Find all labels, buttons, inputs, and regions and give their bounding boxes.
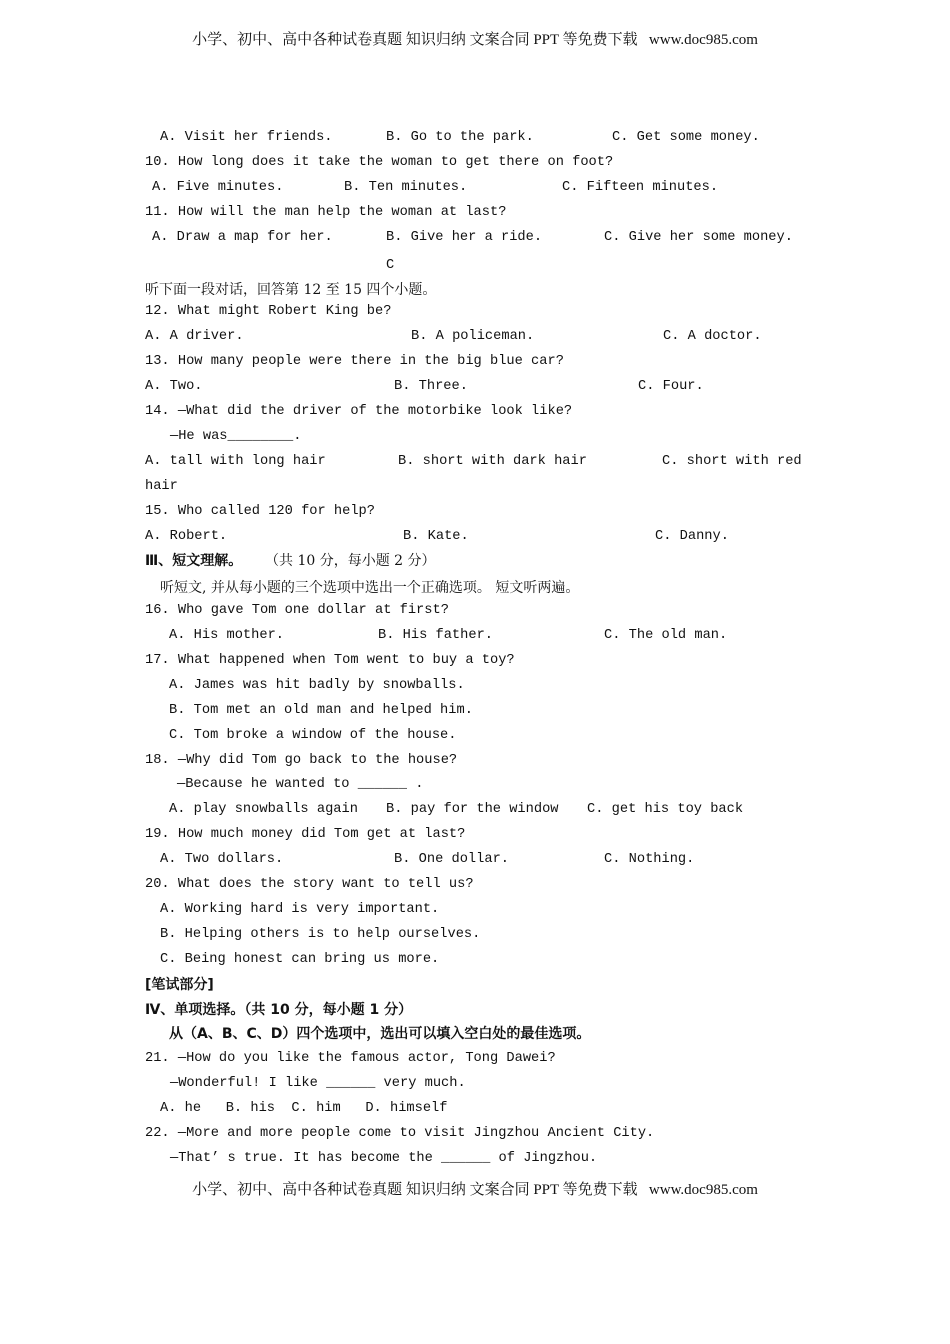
text-line: B. His father. xyxy=(378,628,493,643)
text-line: B. Ten minutes. xyxy=(344,180,468,195)
text-line: 17. What happened when Tom went to buy a toy? xyxy=(145,653,515,668)
text-line: B. Kate. xyxy=(403,529,469,544)
text-line: C. Nothing. xyxy=(604,852,695,867)
text-line: 15. Who called 120 for help? xyxy=(145,504,375,519)
text-line: C. A doctor. xyxy=(663,329,762,344)
text-line: C. Give her some money. xyxy=(604,230,793,245)
text-line: 22. —More and more people come to visit Jingzhou Ancient City. xyxy=(145,1126,655,1141)
text-line: 13. How many people were there in the big blue car? xyxy=(145,354,564,369)
text-line: A. he B. his C. him D. himself xyxy=(160,1101,448,1116)
text-line: （共 10 分，每小题 2 分） xyxy=(265,553,436,569)
text-line: 11. How will the man help the woman at last? xyxy=(145,205,507,220)
text-line: B. short with dark hair xyxy=(398,454,587,469)
text-line: B. Go to the park. xyxy=(386,130,534,145)
text-line: A. Five minutes. xyxy=(152,180,284,195)
text-line: 16. Who gave Tom one dollar at first? xyxy=(145,603,449,618)
text-line: —Wonderful! I like ______ very much. xyxy=(170,1076,466,1091)
text-line: B. Three. xyxy=(394,379,468,394)
text-line: 14. —What did the driver of the motorbike look like? xyxy=(145,404,573,419)
text-line: [笔试部分] xyxy=(145,977,214,993)
text-line: 21. —How do you like the famous actor, Tong Dawei? xyxy=(145,1051,556,1066)
text-line: C. Being honest can bring us more. xyxy=(160,952,440,967)
text-line: B. Tom met an old man and helped him. xyxy=(169,703,473,718)
text-line: —He was________. xyxy=(170,429,302,444)
text-line: B. Helping others is to help ourselves. xyxy=(160,927,481,942)
text-line: 18. —Why did Tom go back to the house? xyxy=(145,753,458,768)
text-line: B. One dollar. xyxy=(394,852,509,867)
text-line: C. short with red xyxy=(662,454,802,469)
page-footer: 小学、初中、高中各种试卷真题 知识归纳 文案合同 PPT 等免费下载 www.doc985.com xyxy=(192,1182,758,1198)
text-line: A. James was hit badly by snowballs. xyxy=(169,678,465,693)
text-line: Ⅲ、短文理解。 xyxy=(145,553,243,569)
text-line: 听短文, 并从每小题的三个选项中选出一个正确选项。 短文听两遍。 xyxy=(160,580,580,596)
text-line: C. Danny. xyxy=(655,529,729,544)
text-line: A. Working hard is very important. xyxy=(160,902,440,917)
text-line: A. tall with long hair xyxy=(145,454,326,469)
text-line: 20. What does the story want to tell us? xyxy=(145,877,474,892)
text-line: C. Four. xyxy=(638,379,704,394)
text-line: A. Two. xyxy=(145,379,203,394)
text-line: C. Fifteen minutes. xyxy=(562,180,719,195)
text-line: A. A driver. xyxy=(145,329,244,344)
text-line: C. The old man. xyxy=(604,628,728,643)
text-line: C. Tom broke a window of the house. xyxy=(169,728,457,743)
text-line: A. Robert. xyxy=(145,529,228,544)
text-line: B. A policeman. xyxy=(411,329,535,344)
text-line: A. Visit her friends. xyxy=(160,130,333,145)
text-line: 12. What might Robert King be? xyxy=(145,304,392,319)
text-line: hair xyxy=(145,479,178,494)
text-line: 从（A、B、C、D）四个选项中，选出可以填入空白处的最佳选项。 xyxy=(169,1026,591,1042)
text-line: 听下面一段对话，回答第 12 至 15 四个小题。 xyxy=(145,282,437,298)
text-line: A. His mother. xyxy=(169,628,284,643)
text-line: A. play snowballs again xyxy=(169,802,358,817)
text-line: C. get his toy back xyxy=(587,802,744,817)
text-line: B. pay for the window xyxy=(386,802,559,817)
text-line: C. Get some money. xyxy=(612,130,760,145)
text-line: 10. How long does it take the woman to get there on foot? xyxy=(145,155,614,170)
text-line: B. Give her a ride. xyxy=(386,230,543,245)
text-line: 19. How much money did Tom get at last? xyxy=(145,827,466,842)
text-line: A. Draw a map for her. xyxy=(152,230,333,245)
page-header: 小学、初中、高中各种试卷真题 知识归纳 文案合同 PPT 等免费下载 www.doc985.com xyxy=(192,32,758,48)
text-line: A. Two dollars. xyxy=(160,852,284,867)
text-line: —Because he wanted to ______ . xyxy=(177,777,424,792)
text-line: —That’ s true. It has become the ______ of Jingzhou. xyxy=(170,1151,598,1166)
text-line: C xyxy=(386,258,395,273)
text-line: Ⅳ、单项选择。（共 10 分，每小题 1 分） xyxy=(145,1002,413,1018)
